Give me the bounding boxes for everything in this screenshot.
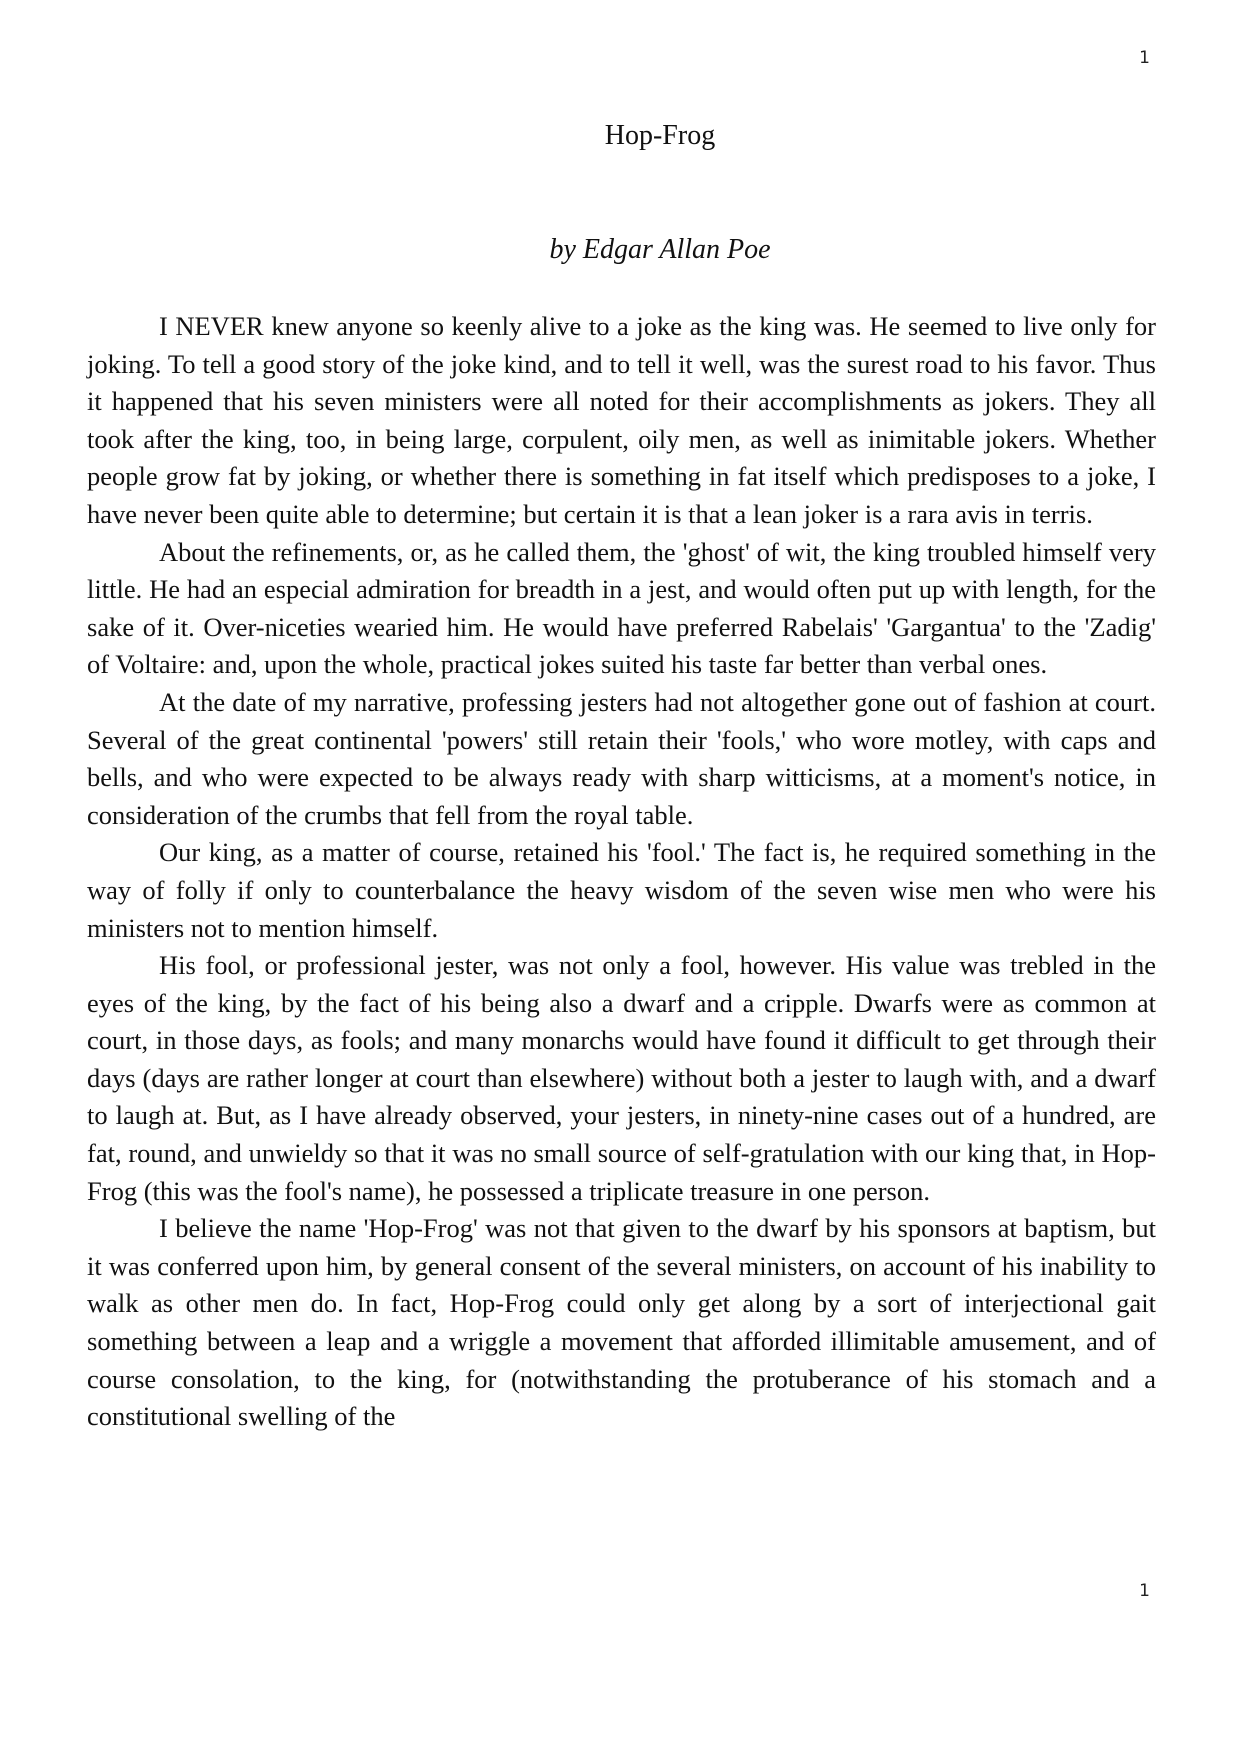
paragraph: His fool, or professional jester, was not only a fool, however. His value was trebled in the eyes of the king, by the fact of his being also a dwarf and a cripple. Dwarfs were as common at court, in those days, as fools; and many monarchs would have found it difficult to get through their days (days are rather longer at court than elsewhere) without both a jester to laugh with, and a dwarf to laugh at. But, as I have already observed, your jesters, in ninety-nine cases out of a hundred, are fat, round, and unwieldy so that it was no small source of self-gratulation with our king that, in Hop-Frog (this was the fool's name), he possessed a triplicate treasure in one person. bbox=[87, 950, 1156, 1206]
paragraph: At the date of my narrative, professing jesters had not altogether gone out of fashion at court. Several of the great continental 'powers' still retain their 'fools,' who wore motley, with caps and bells, and who were expected to be always ready with sharp witticisms, at a moment's notice, in consideration of the crumbs that fell from the royal table. bbox=[87, 686, 1156, 830]
paragraph: I believe the name 'Hop-Frog' was not that given to the dwarf by his sponsors at baptism, but it was conferred upon him, by general consent of the several ministers, on account of his inability to walk as other men do. In fact, Hop-Frog could only get along by a sort of interjectional gait something between a leap and a wriggle a movement that afforded illimitable amusement, and of course consolation, to the king, for (notwithstanding the protuberance of his stomach and a constitutional swelling of the bbox=[87, 1213, 1156, 1432]
document-title: Hop-Frog bbox=[604, 120, 716, 151]
document-author: by Edgar Allan Poe bbox=[549, 234, 771, 265]
document-body bbox=[87, 308, 1156, 1436]
page-number-top: 1 bbox=[1139, 48, 1150, 68]
paragraph: I NEVER knew anyone so keenly alive to a joke as the king was. He seemed to live only for joking. To tell a good story of the joke kind, and to tell it well, was the surest road to his favor. Thus it happened that his seven ministers were all noted for their accomplishments as jokers. They all took after the king, too, in being large, corpulent, oily men, as well as inimitable jokers. Whether people grow fat by joking, or whether there is something in fat itself which predisposes to a joke, I have never been quite able to determine; but certain it is that a lean joker is a rara avis in terris. bbox=[87, 311, 1156, 529]
paragraph: About the refinements, or, as he called them, the 'ghost' of wit, the king troubled himself very little. He had an especial admiration for breadth in a jest, and would often put up with length, for the sake of it. Over-niceties wearied him. He would have preferred Rabelais' 'Gargantua' to the 'Zadig' of Voltaire: and, upon the whole, practical jokes suited his taste far better than verbal ones. bbox=[87, 536, 1156, 680]
page-number-bottom: 1 bbox=[1139, 1581, 1150, 1601]
paragraph: Our king, as a matter of course, retained his 'fool.' The fact is, he required something in the way of folly if only to counterbalance the heavy wisdom of the seven wise men who were his ministers not to mention himself. bbox=[87, 837, 1156, 943]
